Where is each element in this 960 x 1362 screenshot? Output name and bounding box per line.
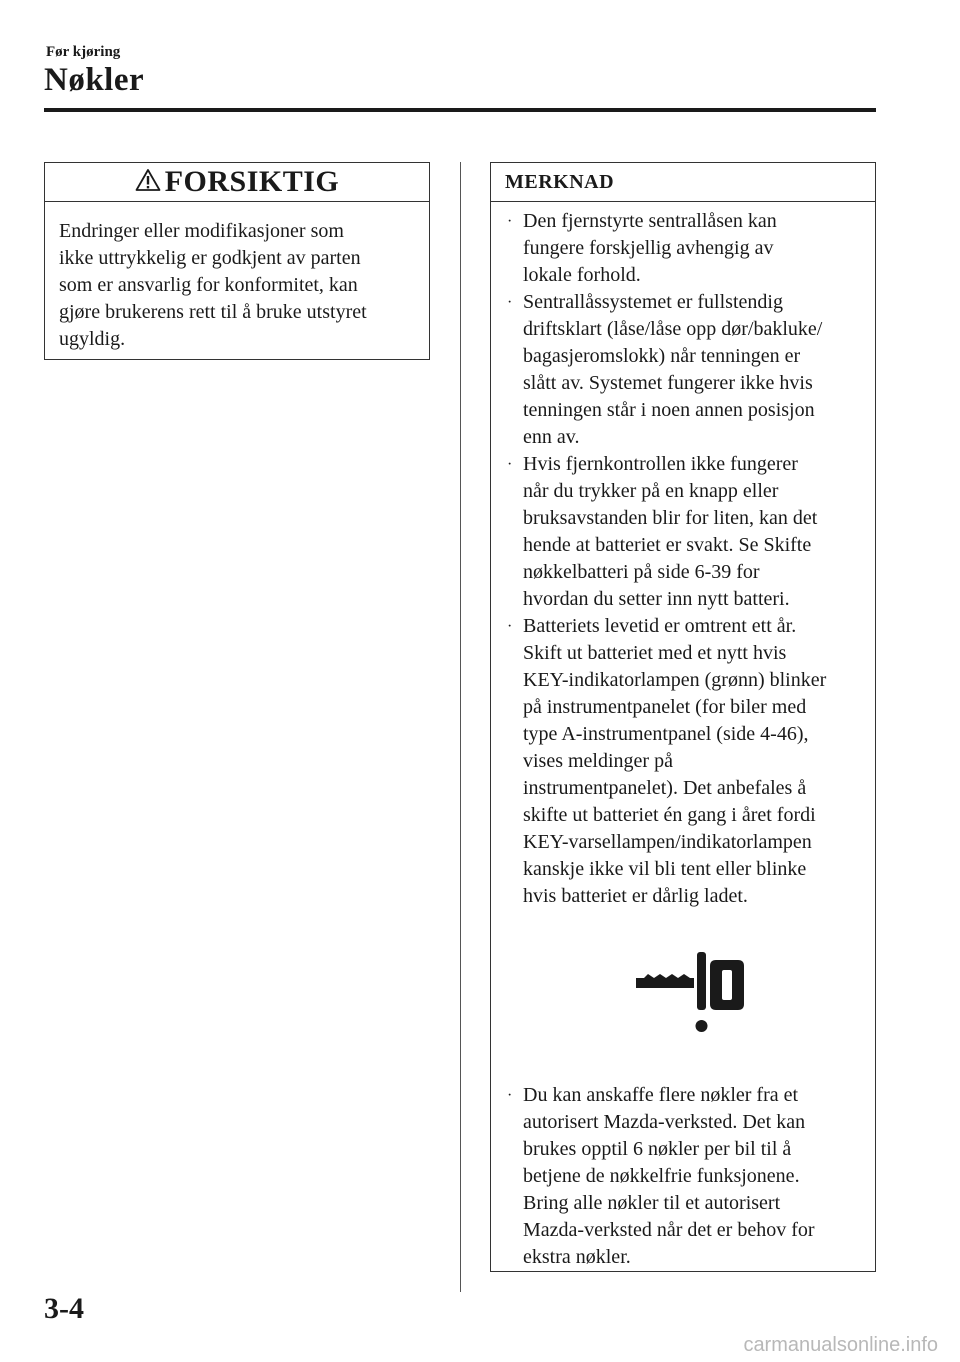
caution-text-line: ugyldig. xyxy=(59,328,126,350)
note-item-line: enn av. xyxy=(523,426,580,448)
bullet-icon: · xyxy=(507,213,513,230)
caution-text-line: gjøre brukerens rett til å bruke utstyret xyxy=(59,301,367,323)
note-item-line: Skift ut batteriet med et nytt hvis xyxy=(523,642,787,664)
caution-box xyxy=(44,162,430,360)
note-item xyxy=(503,208,867,289)
note-item-line: Mazda-verksted når det er behov for xyxy=(523,1219,815,1241)
note-item-line: skifte ut batteriet én gang i året fordi xyxy=(523,804,816,826)
watermark: carmanualsonline.info xyxy=(743,1334,938,1356)
bullet-icon: · xyxy=(507,618,513,635)
note-item-line: KEY-indikatorlampen (grønn) blinker xyxy=(523,669,827,691)
note-item-line: type A-instrumentpanel (side 4-46), xyxy=(523,723,809,745)
caution-text-line: Endringer eller modifikasjoner som xyxy=(59,220,344,242)
note-item-line: hende at batteriet er svakt. Se Skifte xyxy=(523,534,812,556)
note-item-line: Bring alle nøkler til et autorisert xyxy=(523,1192,781,1214)
caution-text-line: som er ansvarlig for konformitet, kan xyxy=(59,274,358,296)
note-item-line: nøkkelbatteri på side 6-39 for xyxy=(523,561,760,583)
section-label: Før kjøring xyxy=(46,44,121,60)
note-box xyxy=(490,162,876,1272)
note-item-line: slått av. Systemet fungerer ikke hvis xyxy=(523,372,813,394)
note-item-line: fungere forskjellig avhengig av xyxy=(523,237,774,259)
key-illustration xyxy=(503,910,867,1082)
bullet-icon: · xyxy=(507,456,513,473)
key-warning-indicator-icon xyxy=(634,950,746,1043)
column-divider xyxy=(460,162,461,1292)
note-item xyxy=(503,613,867,910)
note-item-line: KEY-varsellampen/indikatorlampen xyxy=(523,831,812,853)
note-item-line: autorisert Mazda-verksted. Det kan xyxy=(523,1111,806,1133)
note-item-line: betjene de nøkkelfrie funksjonene. xyxy=(523,1165,800,1187)
note-item xyxy=(503,451,867,613)
note-item-line: ekstra nøkler. xyxy=(523,1246,631,1268)
note-header: MERKNAD xyxy=(491,163,875,202)
note-item-line: lokale forhold. xyxy=(523,264,641,286)
caution-header xyxy=(45,163,429,202)
bullet-icon: · xyxy=(507,294,513,311)
note-item-line: instrumentpanelet). Det anbefales å xyxy=(523,777,807,799)
note-item-line: på instrumentpanelet (for biler med xyxy=(523,696,807,718)
note-item-line: hvordan du setter inn nytt batteri. xyxy=(523,588,790,610)
note-item-line: Den fjernstyrte sentrallåsen kan xyxy=(523,210,777,232)
note-item-line: bruksavstanden blir for liten, kan det xyxy=(523,507,818,529)
note-item-line: Hvis fjernkontrollen ikke fungerer xyxy=(523,453,798,475)
note-item-line: bagasjeromslokk) når tenningen er xyxy=(523,345,801,367)
note-item-line: Sentrallåssystemet er fullstendig xyxy=(523,291,783,313)
note-item-line: kanskje ikke vil bli tent eller blinke xyxy=(523,858,807,880)
note-item xyxy=(503,1082,867,1271)
note-item-line: vises meldinger på xyxy=(523,750,673,772)
bullet-icon: · xyxy=(507,1087,513,1104)
note-item-line: når du trykker på en knapp eller xyxy=(523,480,779,502)
warning-triangle-icon xyxy=(135,168,161,197)
note-item-line: tenningen står i noen annen posisjon xyxy=(523,399,815,421)
note-item-line: brukes opptil 6 nøkler per bil til å xyxy=(523,1138,792,1160)
note-item-line: Du kan anskaffe flere nøkler fra et xyxy=(523,1084,799,1106)
note-item-line: hvis batteriet er dårlig ladet. xyxy=(523,885,748,907)
note-item xyxy=(503,289,867,451)
title-rule xyxy=(44,108,876,112)
caution-text-line: ikke uttrykkelig er godkjent av parten xyxy=(59,247,361,269)
note-item-line: driftsklart (låse/låse opp dør/bakluke/ xyxy=(523,318,823,340)
page-title: Nøkler xyxy=(44,62,145,98)
page-number: 3-4 xyxy=(44,1292,84,1325)
note-item-line: Batteriets levetid er omtrent ett år. xyxy=(523,615,797,637)
caution-text xyxy=(45,202,429,353)
caution-title: FORSIKTIG xyxy=(164,165,340,198)
note-list xyxy=(491,202,875,1271)
